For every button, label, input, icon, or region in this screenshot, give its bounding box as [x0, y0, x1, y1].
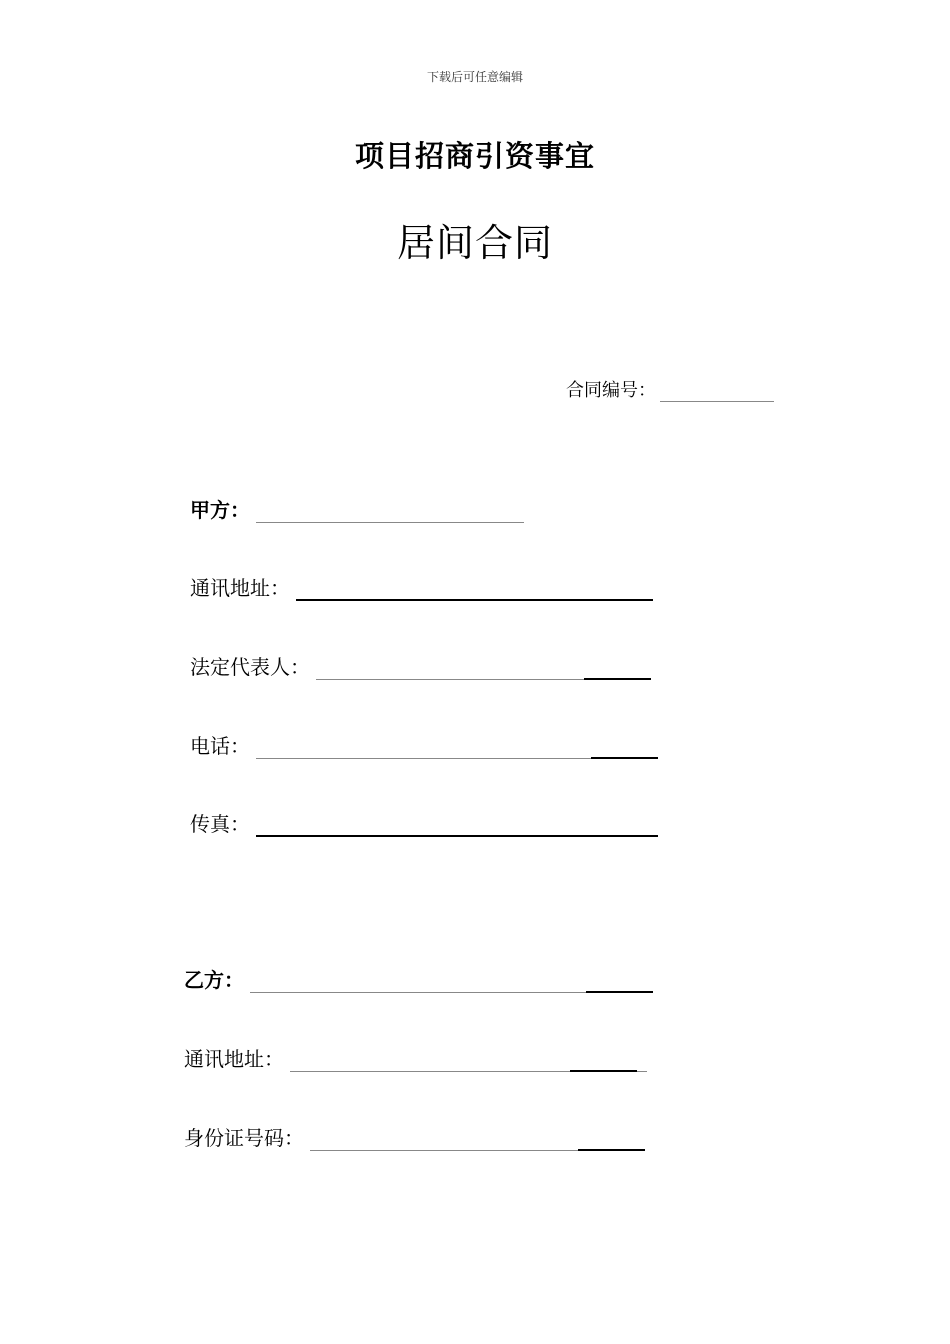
party-a-legal-rep-blank[interactable] [316, 660, 651, 680]
party-a-legal-rep-row [190, 651, 651, 681]
party-a-legal-rep-label: 法定代表人： [190, 655, 310, 679]
party-a-phone-row [190, 730, 658, 760]
party-b-name-label: 乙方： [184, 968, 244, 992]
party-a-phone-label: 电话： [190, 734, 250, 758]
party-b-id-label: 身份证号码： [184, 1126, 304, 1150]
party-b-address-label: 通讯地址： [184, 1047, 284, 1071]
document-title: 项目招商引资事宜 [354, 139, 595, 173]
party-a-address-row [190, 572, 653, 602]
party-a-fax-row [190, 808, 658, 838]
party-a-name-row [190, 494, 524, 524]
party-b-id-blank[interactable] [310, 1131, 645, 1151]
party-b-id-row [184, 1122, 645, 1152]
party-a-name-label: 甲方： [190, 498, 250, 522]
party-a-address-blank[interactable] [296, 581, 653, 601]
party-a-phone-blank[interactable] [256, 739, 658, 759]
party-a-fax-blank[interactable] [256, 817, 658, 837]
party-b-name-row [184, 964, 653, 994]
party-b-name-blank[interactable] [250, 973, 653, 993]
document-subtitle: 居间合同 [396, 221, 553, 265]
party-a-name-blank[interactable] [256, 503, 524, 523]
party-b-address-blank[interactable] [290, 1052, 647, 1072]
contract-number-blank[interactable] [660, 382, 774, 402]
party-a-fax-label: 传真： [190, 812, 250, 836]
header-note: 下载后可任意编辑 [426, 70, 523, 84]
party-a-address-label: 通讯地址： [190, 576, 290, 600]
contract-number-row [566, 376, 774, 402]
party-b-address-row [184, 1043, 647, 1073]
contract-number-label: 合同编号： [566, 380, 656, 401]
